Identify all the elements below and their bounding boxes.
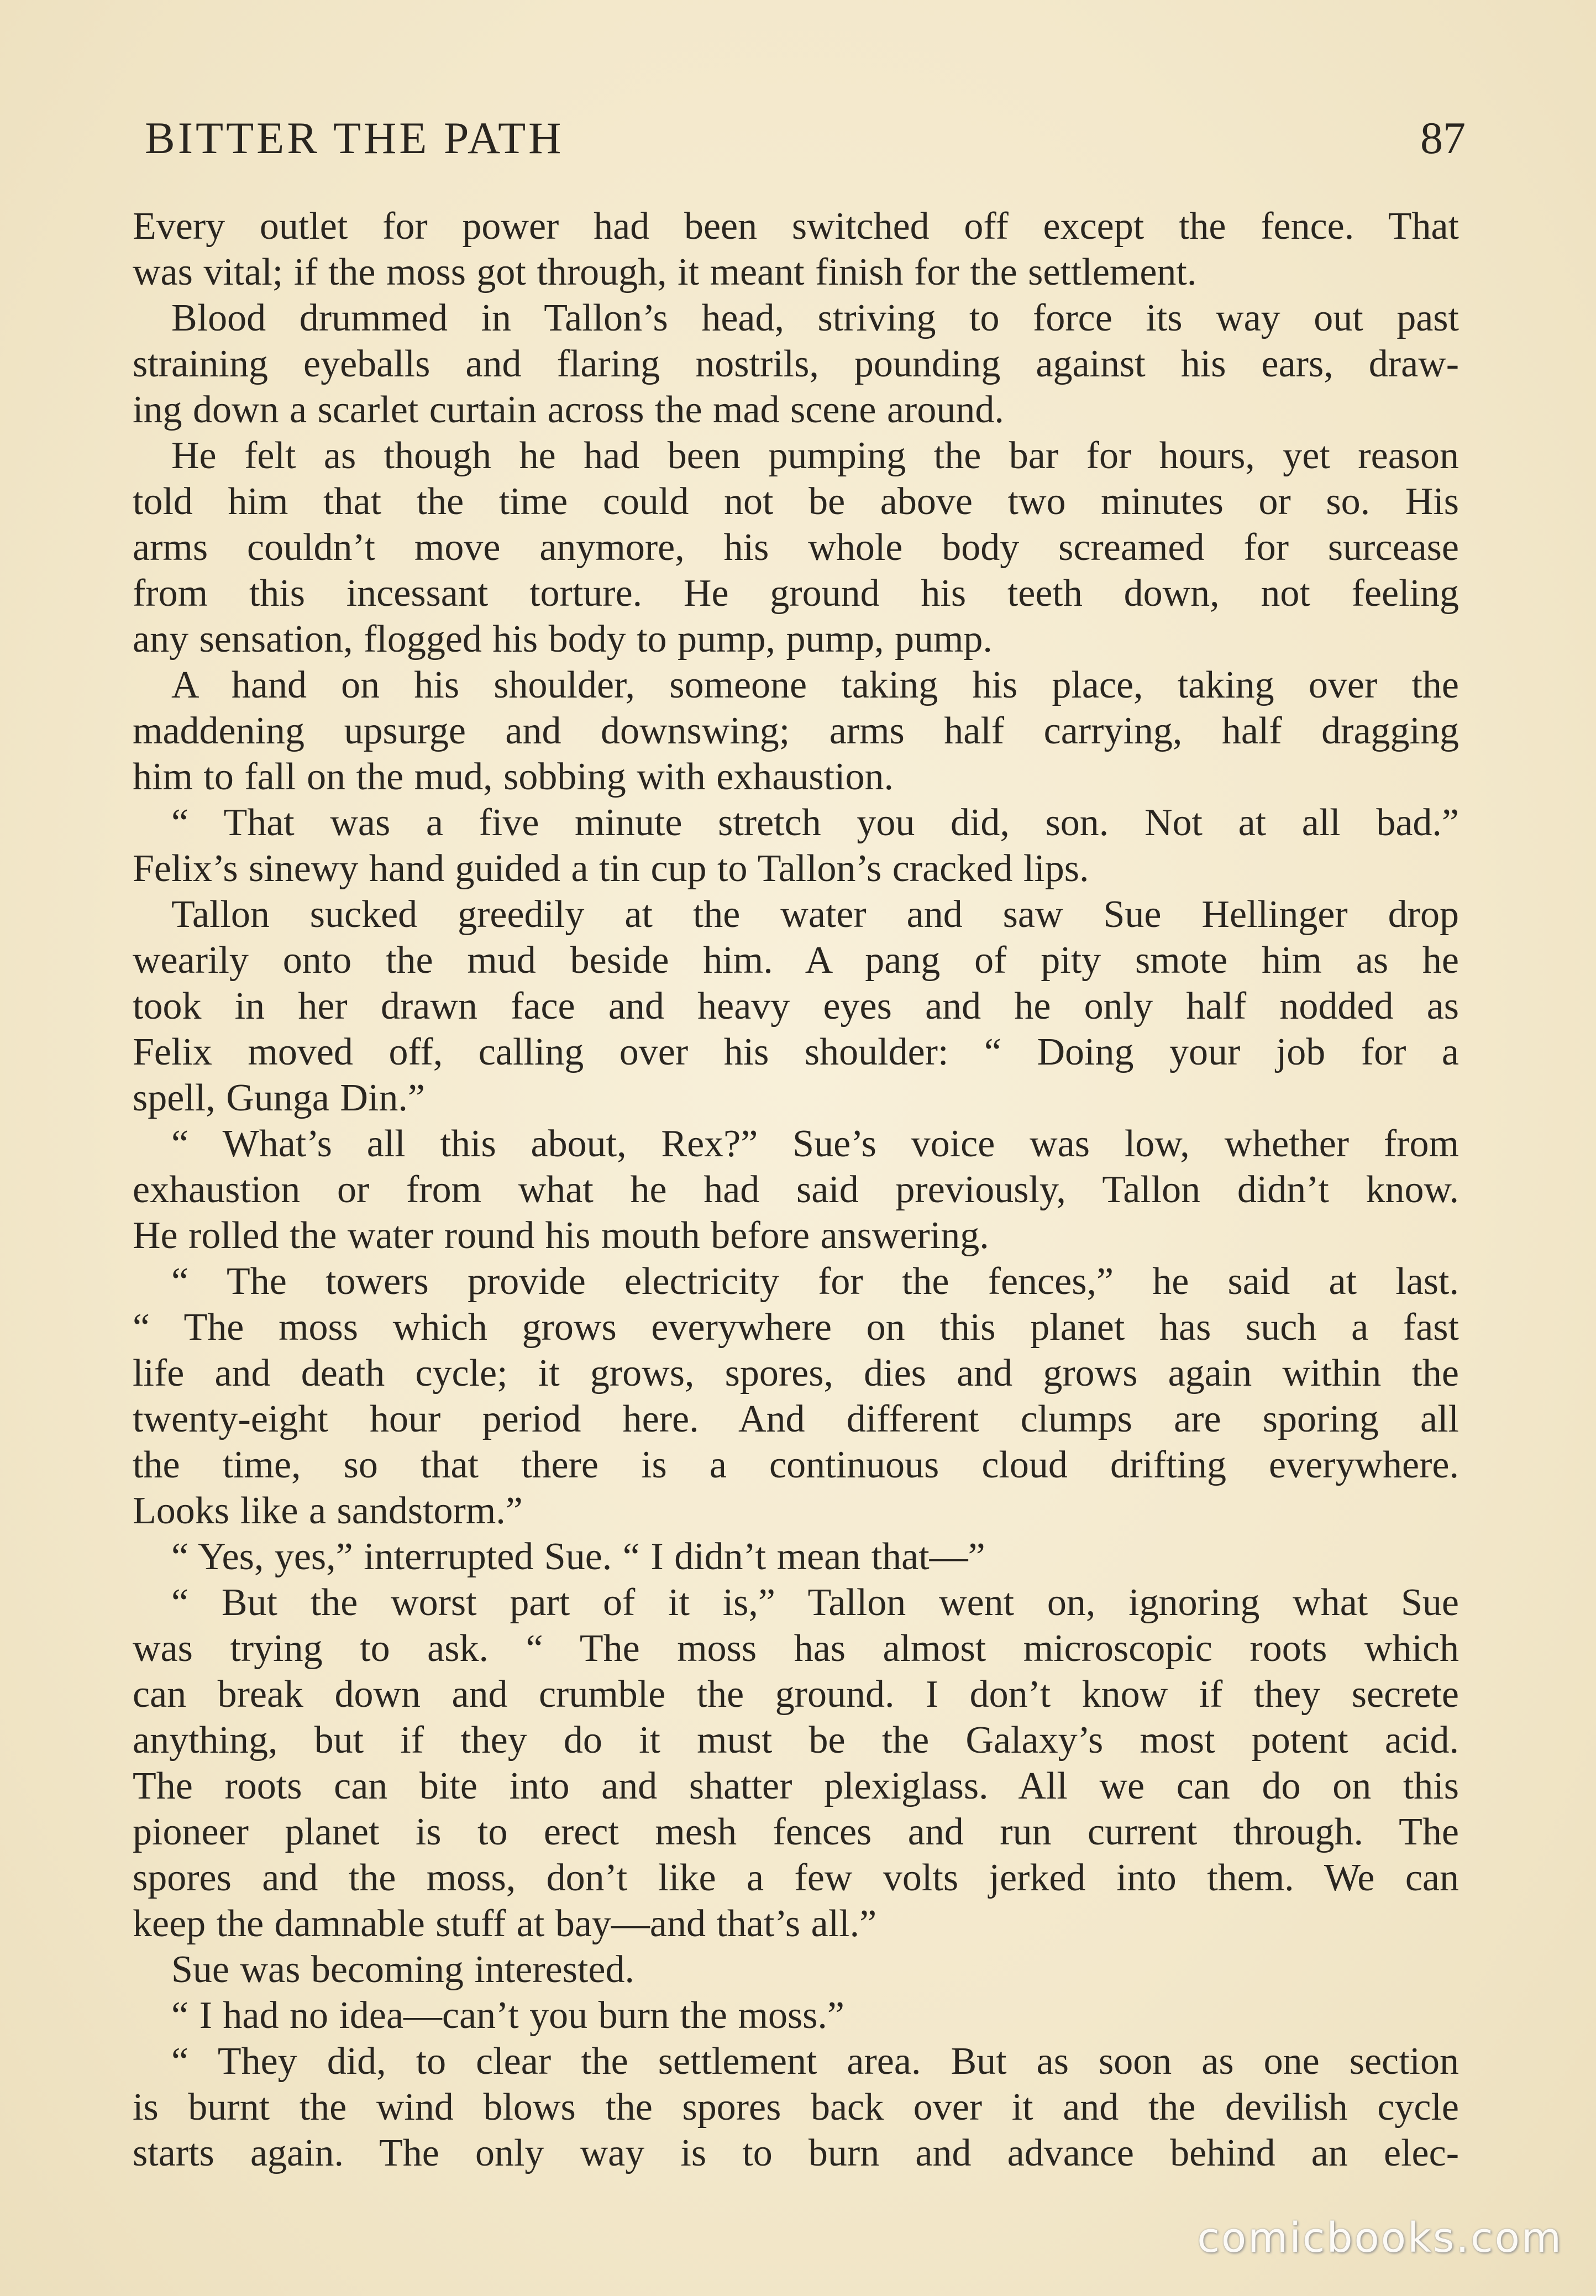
text-line: “ That was a five minute stretch you did, son. Not at all bad.” (171, 801, 1459, 844)
text-line: from this incessant torture. He ground his teeth down, not feeling (133, 572, 1459, 615)
text-line: A hand on his shoulder, someone taking his place, taking over the (171, 664, 1459, 706)
text-line: ing down a scarlet curtain across the mad scene around. (133, 389, 1004, 431)
text-line: spores and the moss, don’t like a few volts jerked into them. We can (133, 1857, 1459, 1899)
text-line: “ The towers provide electricity for the fences,” he said at last. (171, 1260, 1459, 1303)
text-line: was trying to ask. “ The moss has almost microscopic roots which (133, 1627, 1459, 1670)
text-line: keep the damnable stuff at bay—and that’s all.” (133, 1902, 877, 1945)
text-line: told him that the time could not be above two minutes or so. His (133, 480, 1459, 523)
text-line: twenty-eight hour period here. And different clumps are sporing all (133, 1398, 1459, 1440)
watermark: comicbooks.com (1197, 2214, 1563, 2262)
body-text (133, 203, 1459, 2176)
text-line: straining eyeballs and flaring nostrils, pounding against his ears, draw- (133, 343, 1459, 385)
page-header (145, 108, 1466, 169)
text-line: Looks like a sandstorm.” (133, 1490, 523, 1532)
text-line: He felt as though he had been pumping the bar for hours, yet reason (171, 434, 1459, 477)
text-line: “ I had no idea—can’t you burn the moss.” (171, 1994, 844, 2037)
text-line: The roots can bite into and shatter plexiglass. All we can do on this (133, 1765, 1459, 1807)
text-line: “ What’s all this about, Rex?” Sue’s voice was low, whether from (171, 1123, 1459, 1165)
text-line: arms couldn’t move anymore, his whole body screamed for surcease (133, 526, 1459, 569)
text-line: life and death cycle; it grows, spores, dies and grows again within the (133, 1352, 1459, 1395)
text-line: “ But the worst part of it is,” Tallon went on, ignoring what Sue (171, 1581, 1459, 1624)
text-line: can break down and crumble the ground. I don’t know if they secrete (133, 1673, 1459, 1716)
text-line: any sensation, flogged his body to pump, pump, pump. (133, 618, 993, 661)
text-line: “ The moss which grows everywhere on this planet has such a fast (133, 1306, 1459, 1349)
text-line: Blood drummed in Tallon’s head, striving to force its way out past (171, 297, 1459, 339)
text-line: maddening upsurge and downswing; arms half carrying, half dragging (133, 710, 1459, 752)
text-line: wearily onto the mud beside him. A pang of pity smote him as he (133, 939, 1459, 982)
text-line: Felix moved off, calling over his shoulder: “ Doing your job for a (133, 1031, 1459, 1073)
text-line: Sue was becoming interested. (171, 1948, 635, 1991)
text-line: took in her drawn face and heavy eyes and he only half nodded as (133, 985, 1459, 1028)
text-line: starts again. The only way is to burn and advance behind an elec- (133, 2132, 1459, 2174)
text-line: Every outlet for power had been switched off except the fence. That (133, 205, 1459, 248)
text-line: “ Yes, yes,” interrupted Sue. “ I didn’t mean that—” (171, 1535, 985, 1578)
text-line: anything, but if they do it must be the Galaxy’s most potent acid. (133, 1719, 1459, 1762)
page-number: 87 (1420, 113, 1466, 163)
text-line: exhaustion or from what he had said previously, Tallon didn’t know. (133, 1168, 1459, 1211)
text-line: spell, Gunga Din.” (133, 1077, 425, 1119)
text-line: “ They did, to clear the settlement area. But as soon as one section (171, 2040, 1459, 2083)
text-line: He rolled the water round his mouth before answering. (133, 1214, 989, 1257)
text-line: the time, so that there is a continuous cloud drifting everywhere. (133, 1444, 1459, 1486)
text-line: is burnt the wind blows the spores back over it and the devilish cycle (133, 2086, 1459, 2129)
running-head: BITTER THE PATH (145, 113, 564, 163)
text-line: Felix’s sinewy hand guided a tin cup to Tallon’s cracked lips. (133, 847, 1089, 890)
text-line: pioneer planet is to erect mesh fences and run current through. The (133, 1811, 1459, 1853)
text-line: Tallon sucked greedily at the water and saw Sue Hellinger drop (171, 893, 1459, 936)
text-line: was vital; if the moss got through, it meant finish for the settlement. (133, 251, 1197, 293)
text-line: him to fall on the mud, sobbing with exhaustion. (133, 756, 894, 798)
